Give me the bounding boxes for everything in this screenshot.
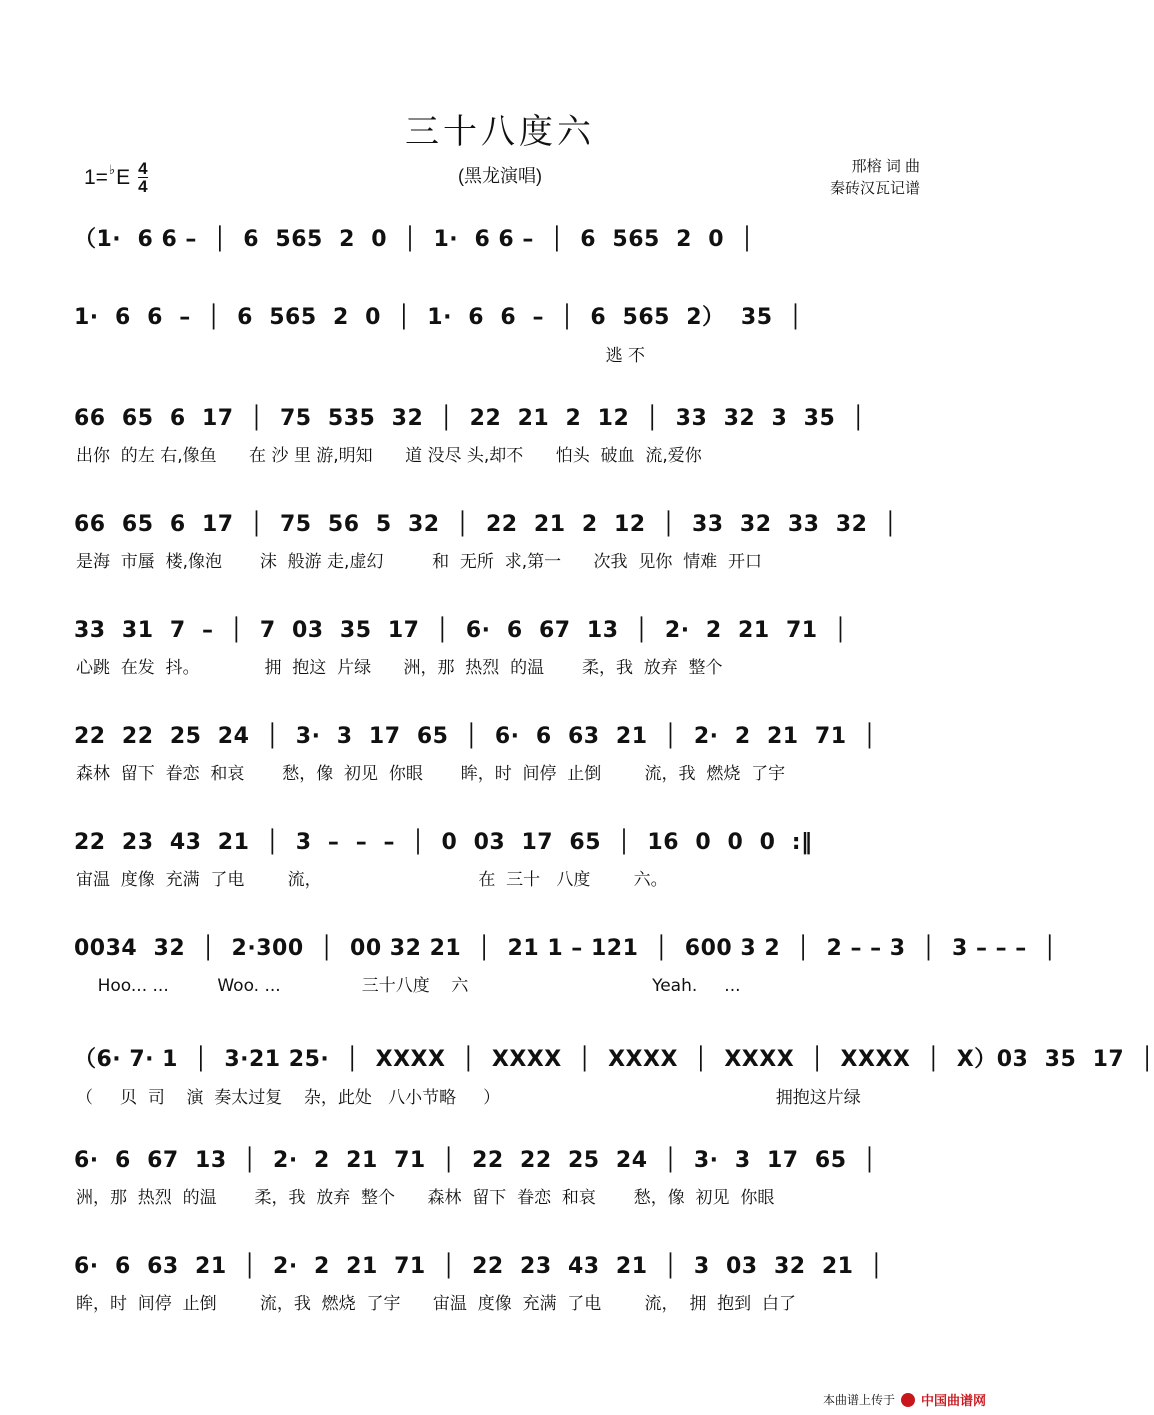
lyrics: 眸，时 间停 止倒 流，我 燃烧 了宇 宙温 度像 充满 了电 流， 拥 抱到 白了 [76, 1294, 796, 1314]
key-note: E [116, 165, 131, 189]
site-name[interactable]: 中国曲谱网 [920, 1393, 986, 1408]
score-line-8 [0, 936, 1057, 996]
score-line-1 [0, 222, 1000, 263]
notes: 66 65 6 17 │ 75 535 32 │ 22 21 2 12 │ 33 32 3 35 │ [74, 406, 866, 431]
credits [830, 156, 920, 200]
score-line-10 [0, 1148, 1000, 1208]
score-line-3 [0, 406, 1000, 466]
site-logo-icon [901, 1393, 915, 1407]
notes: 1· 6 6 – │ 6 565 2 0 │ 1· 6 6 – │ 6 565 2） 35 │ [74, 305, 803, 330]
notes: 0034 32 │ 2·300 │ 00 32 21 │ 21 1 – 121 │ 600 3 2 │ 2 – – 3 │ 3 – – – │ [74, 936, 1057, 961]
footer [823, 1390, 986, 1409]
credit-lyricist: 邢榕 词 曲 [851, 158, 920, 175]
notes: 33 31 7 – │ 7 03 35 17 │ 6· 6 67 13 │ 2· 2 21 71 │ [74, 618, 848, 643]
score-line-2 [0, 300, 1000, 366]
time-signature [138, 160, 147, 195]
notes: 6· 6 63 21 │ 2· 2 21 71 │ 22 23 43 21 │ 3 03 32 21 │ [74, 1254, 884, 1279]
lyrics: 逃 不 [76, 346, 645, 366]
score-line-9 [0, 1042, 1154, 1108]
lyrics: 是海 市蜃 楼,像泡 沫 般游 走,虚幻 和 无所 求,第一 次我 见你 情难 开口 [76, 552, 762, 572]
score-line-7 [0, 830, 1000, 890]
notes: 22 22 25 24 │ 3· 3 17 65 │ 6· 6 63 21 │ 2· 2 21 71 │ [74, 724, 877, 749]
page-title: 三十八度六 [405, 112, 595, 152]
lyrics: （ 贝 司 演 奏太过复 杂，此处 八小节略 ） 拥抱这片绿 [76, 1088, 861, 1108]
score-line-4 [0, 512, 1000, 572]
notes: （6· 7· 1 │ 3·21 25· │ XXXX │ XXXX │ XXXX │ XXXX │ XXXX │ X）03 35 17 │ [74, 1047, 1154, 1072]
notes: 66 65 6 17 │ 75 56 5 32 │ 22 21 2 12 │ 33 32 33 32 │ [74, 512, 898, 537]
score-line-6 [0, 724, 1000, 784]
meter-top: 4 [138, 159, 148, 178]
singer-subtitle: (黑龙演唱) [458, 166, 542, 186]
meter-bottom: 4 [138, 177, 148, 196]
credit-transcriber: 秦砖汉瓦记谱 [829, 180, 920, 197]
upload-text: 本曲谱上传于 [822, 1393, 895, 1407]
lyrics: 洲，那 热烈 的温 柔，我 放弃 整个 森林 留下 眷恋 和哀 愁，像 初见 你眼 [76, 1188, 775, 1208]
lyrics: 心跳 在发 抖。 拥 抱这 片绿 洲，那 热烈 的温 柔，我 放弃 整个 [76, 658, 723, 678]
notes: （1· 6 6 – │ 6 565 2 0 │ 1· 6 6 – │ 6 565 2 0 │ [74, 227, 755, 252]
lyrics: 宙温 度像 充满 了电 流， 在 三十 八度 六。 [76, 870, 668, 890]
lyrics: 出你 的左 右,像鱼 在 沙 里 游,明知 道 没尽 头,却不 怕头 破血 流,爱你 [76, 446, 702, 466]
lyrics: Hoo... ... Woo. ... 三十八度 六 Yeah. ... [76, 976, 741, 996]
score-line-11 [0, 1254, 1000, 1314]
score-line-5 [0, 618, 1000, 678]
lyrics: 森林 留下 眷恋 和哀 愁，像 初见 你眼 眸，时 间停 止倒 流，我 燃烧 了宇 [76, 764, 786, 784]
notes: 22 23 43 21 │ 3 – – – │ 0 03 17 65 │ 16 0 0 0 :‖ [74, 830, 813, 855]
notes: 6· 6 67 13 │ 2· 2 21 71 │ 22 22 25 24 │ 3· 3 17 65 │ [74, 1148, 877, 1173]
key-signature [84, 160, 148, 195]
key-prefix: 1= [84, 165, 108, 189]
flat-sign: ♭ [108, 161, 116, 177]
